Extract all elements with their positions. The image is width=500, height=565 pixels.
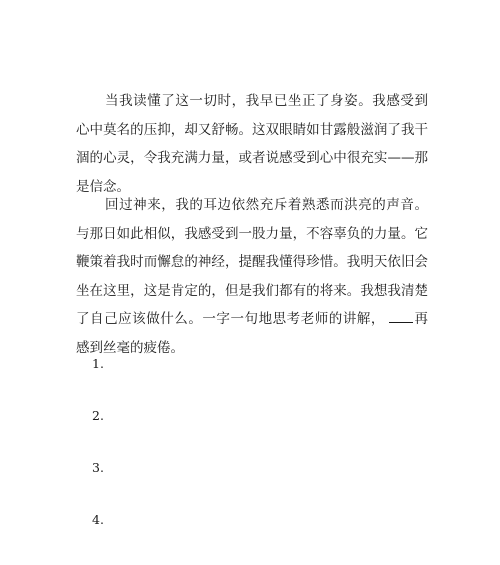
fill-in-blank[interactable] — [389, 308, 413, 323]
paragraph-1: 当我读懂了这一切时，我早已坐正了身姿。我感受到心中莫名的压抑，却又舒畅。这双眼睛如甘露般滋润了我干涸的心灵，令我充满力量，或者说感受到心中很充实——那是信念。 — [76, 93, 428, 195]
paragraph-2 — [76, 191, 428, 362]
paragraph-2-tail: 再感到丝毫的疲倦。 — [76, 311, 429, 356]
paragraph-2-text: 回过神来，我的耳边依然充斥着熟悉而洪亮的声音。与那日如此相似，我感受到一股力量，不容辜负的力量。它鞭策着我时而懈怠的神经，提醒我懂得珍惜。我明天依旧会坐在这里，这是肯定的，但是我们都有的将来。我想我清楚了自己应该做什么。一字一句地思考老师的讲解， — [76, 197, 428, 327]
list-item-number: 3. — [92, 460, 104, 475]
list-item-number: 4. — [92, 512, 104, 527]
list-item-number: 1. — [92, 356, 104, 371]
list-item-number: 2. — [92, 408, 104, 423]
